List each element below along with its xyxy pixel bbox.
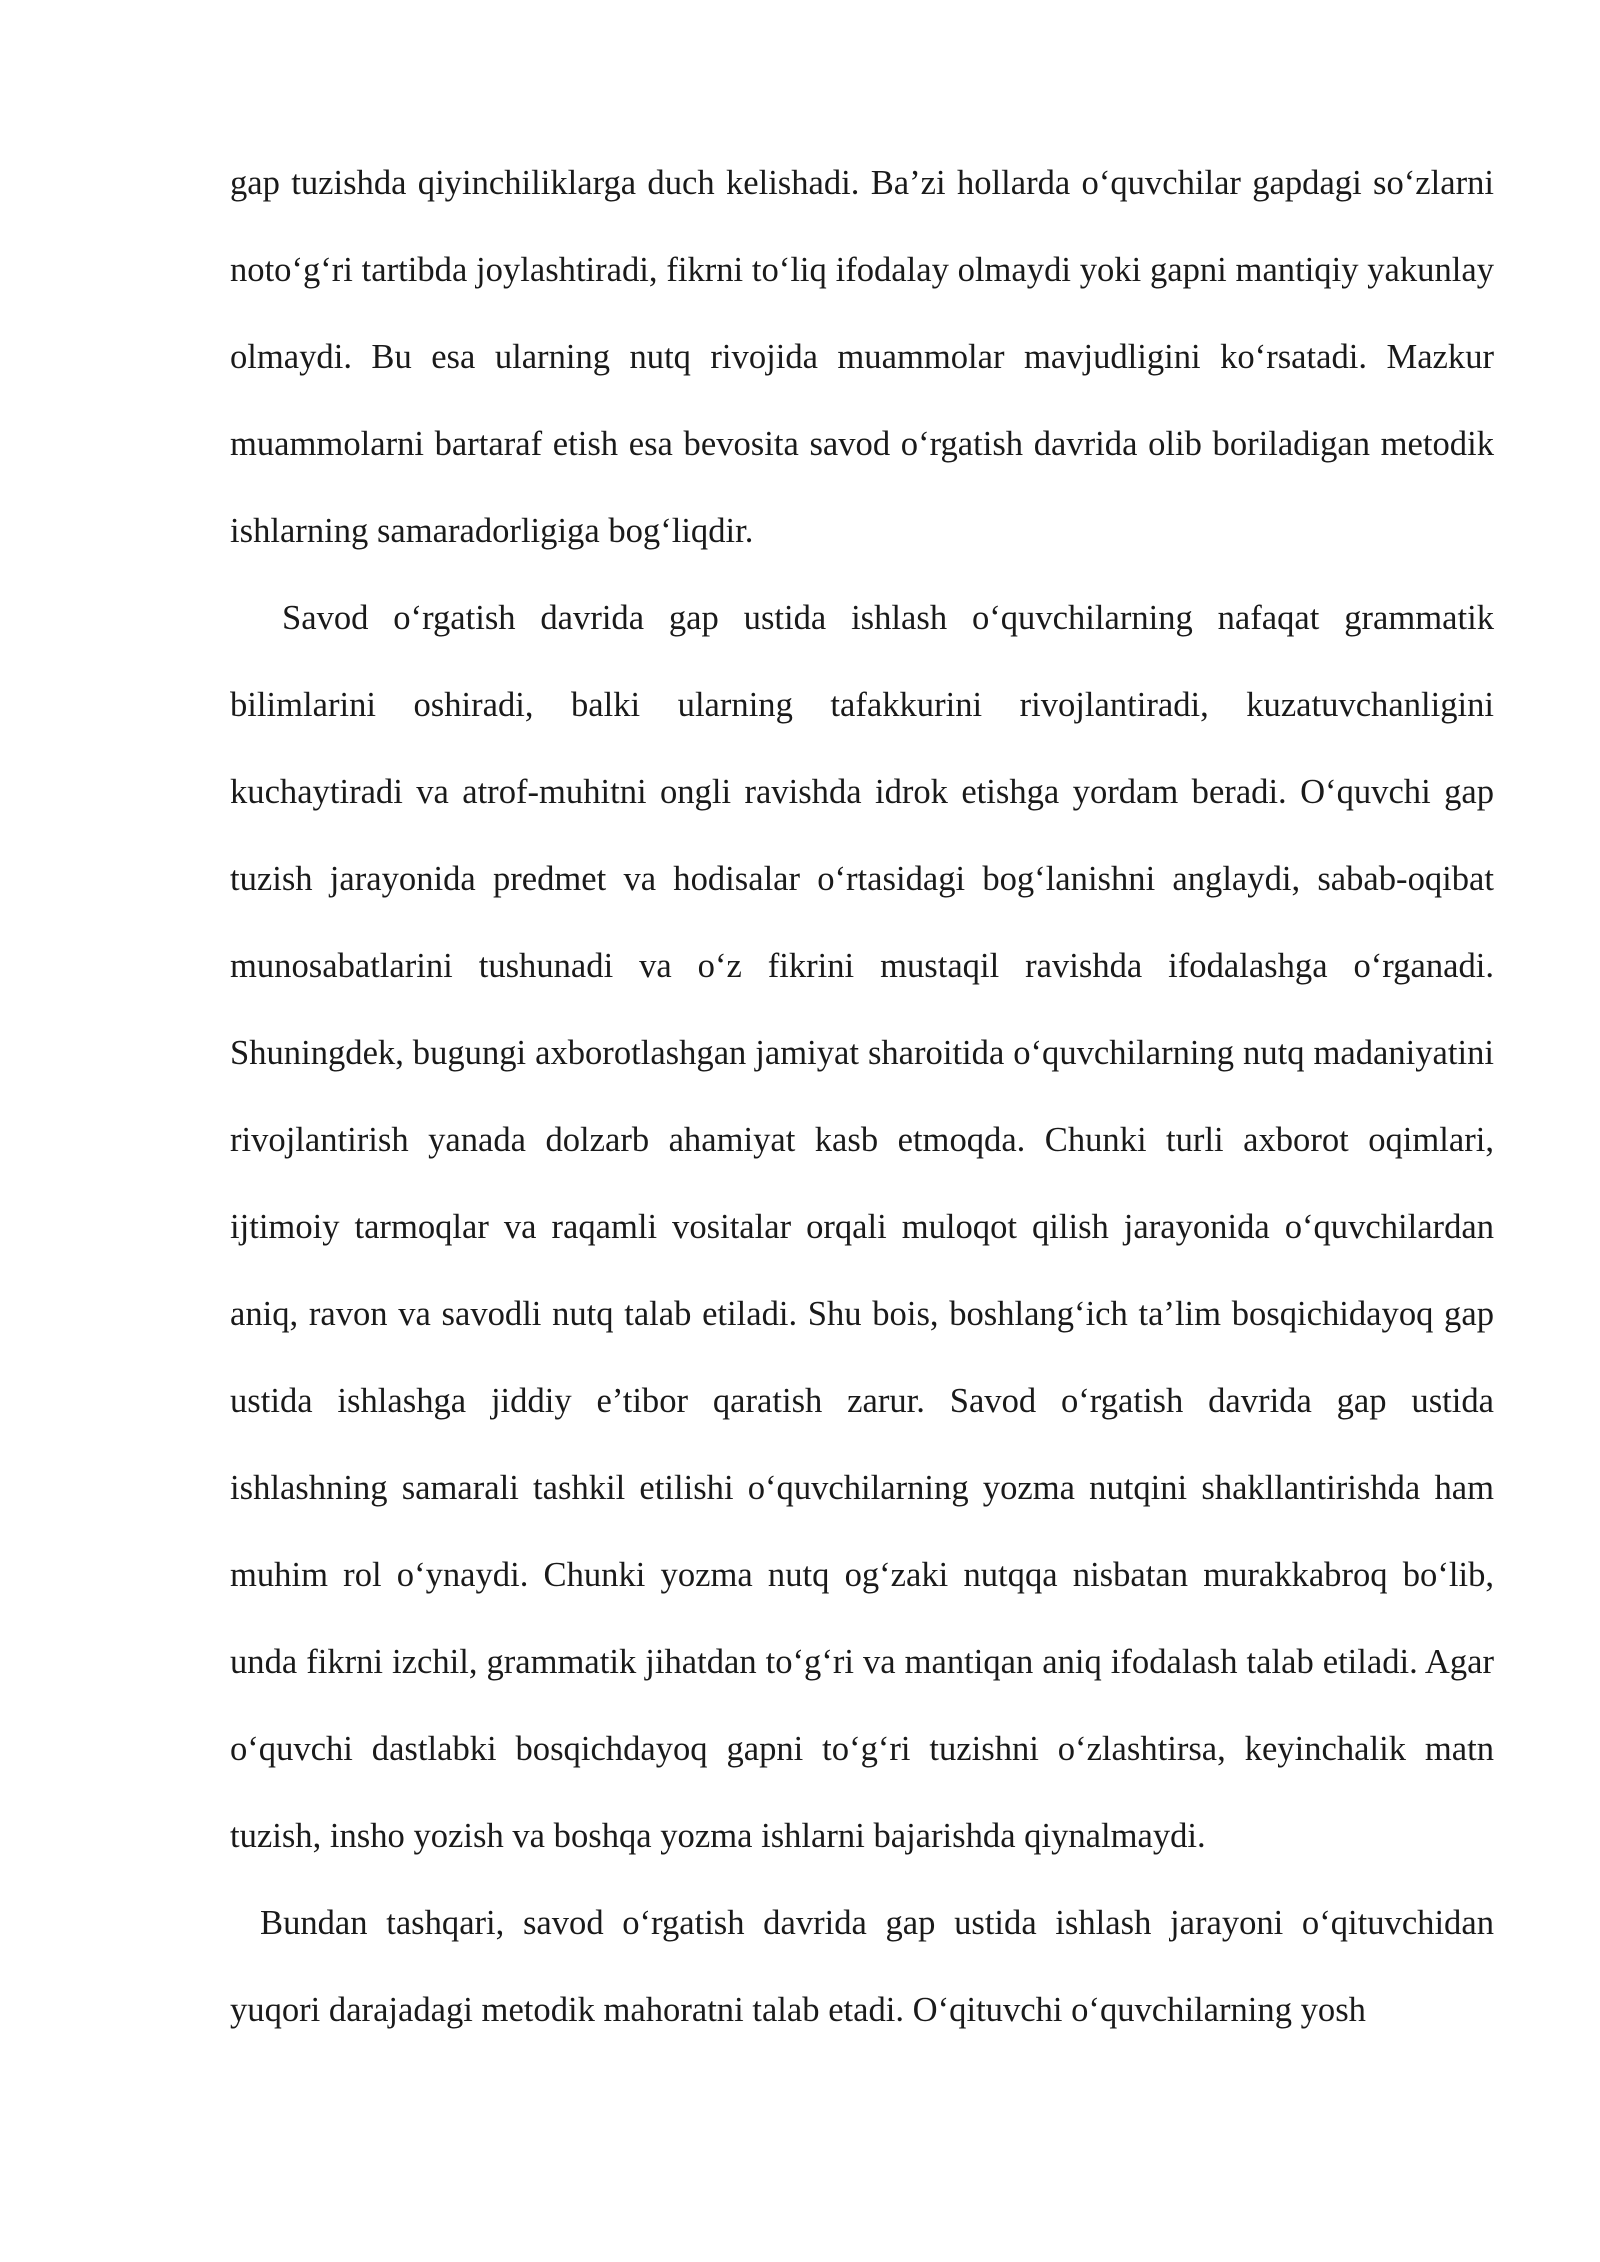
paragraph-3: Bundan tashqari, savod o‘rgatish davrida gap ustida ishlash jarayoni o‘qituvchidan yuqori darajadagi metodik mahoratni talab etadi. O‘qituvchi o‘quvchilarning yosh: [230, 1904, 1494, 2029]
body-text: [230, 140, 1494, 2054]
paragraph-2: Savod o‘rgatish davrida gap ustida ishlash o‘quvchilarning nafaqat grammatik bilimlarini oshiradi, balki ularning tafakkurini rivojlantiradi, kuzatuvchanligini kuchaytiradi va atrof-muhitni ongli ravishda idrok etishga yordam beradi. O‘quvchi gap tuzish jarayonida predmet va hodisalar o‘rtasidagi bog‘lanishni anglaydi, sabab-oqibat munosabatlarini tushunadi va o‘z fikrini mustaqil ravishda ifodalashga o‘rganadi. Shuningdek, bugungi axborotlashgan jamiyat sharoitida o‘quvchilarning nutq madaniyatini rivojlantirish yanada dolzarb ahamiyat kasb etmoqda. Chunki turli axborot oqimlari, ijtimoiy tarmoqlar va raqamli vositalar orqali muloqot qilish jarayonida o‘quvchilardan aniq, ravon va savodli nutq talab etiladi. Shu bois, boshlang‘ich ta’lim bosqichidayoq gap ustida ishlashga jiddiy e’tibor qaratish zarur. Savod o‘rgatish davrida gap ustida ishlashning samarali tashkil etilishi o‘quvchilarning yozma nutqini shakllantirishda ham muhim rol o‘ynaydi. Chunki yozma nutq og‘zaki nutqqa nisbatan murakkabroq bo‘lib, unda fikrni izchil, grammatik jihatdan to‘g‘ri va mantiqan aniq ifodalash talab etiladi. Agar o‘quvchi dastlabki bosqichdayoq gapni to‘g‘ri tuzishni o‘zlashtirsa, keyinchalik matn tuzish, insho yozish va boshqa yozma ishlarni bajarishda qiynalmaydi.: [230, 599, 1494, 1855]
paragraph-1: gap tuzishda qiyinchiliklarga duch kelishadi. Ba’zi hollarda o‘quvchilar gapdagi so‘zlarni noto‘g‘ri tartibda joylashtiradi, fikrni to‘liq ifodalay olmaydi yoki gapni mantiqiy yakunlay olmaydi. Bu esa ularning nutq rivojida muammolar mavjudligini ko‘rsatadi. Mazkur muammolarni bartaraf etish esa bevosita savod o‘rgatish davrida olib boriladigan metodik ishlarning samaradorligiga bog‘liqdir.: [230, 164, 1494, 550]
